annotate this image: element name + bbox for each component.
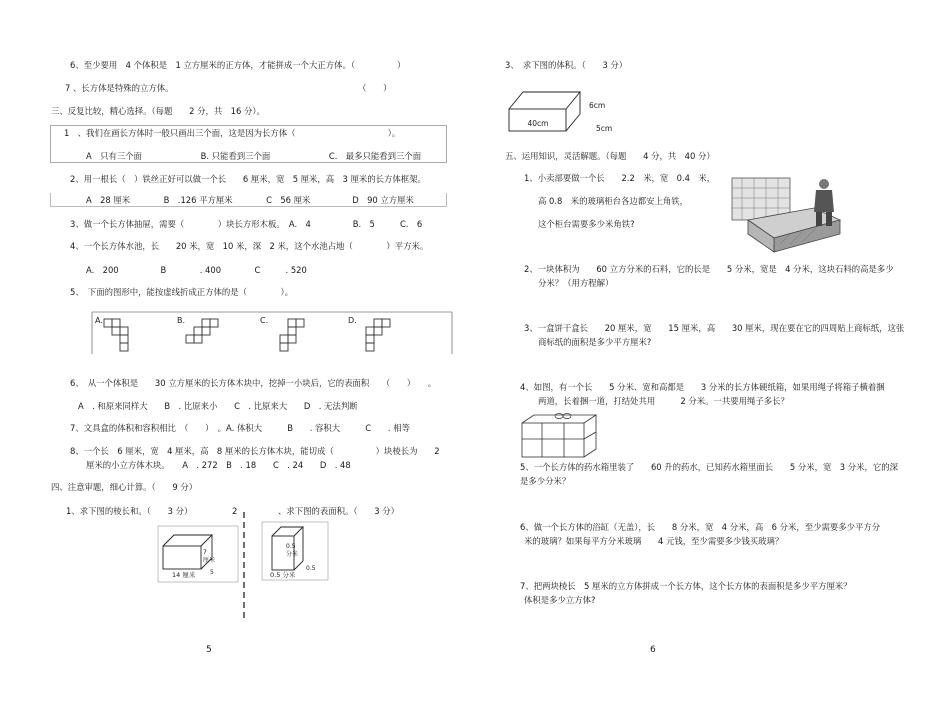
net-c <box>280 319 304 351</box>
net-a <box>104 319 128 351</box>
choice-2-question: 2、用一根长（ ）铁丝正好可以做一个长 6 厘米，宽 5 厘米，高 3 厘米的长方体框架。 <box>70 174 426 184</box>
app-5-line1: 5、一个长方体的药水箱里装了 60 升的药水，已知药水箱里面长 5 分米，宽 3 分米，它的深 <box>520 462 899 472</box>
choice-4-question: 4、一个长方体水池，长 20 米，宽 10 米，深 2 米，这个水池占地（ ）平方米。 <box>70 241 429 251</box>
app-6-line2: 米的玻璃？如果每平方分米玻璃 4 元钱，至少需要多少钱买玻璃？ <box>524 536 784 546</box>
choice-1-question: 1 、我们在画长方体时一般只画出三个面，这是因为长方体（ ）。 <box>64 128 401 138</box>
fig3-width: 5cm <box>596 124 613 133</box>
choice-3-question: 3、做一个长方体抽屉，需要（ ）块长方形木板。 A. 4 B. 5 C. 6 <box>70 219 423 229</box>
section-4-heading: 四、注意审题，细心计算。（ 9 分） <box>51 482 198 492</box>
net-d-label: D. <box>348 316 357 325</box>
app-4-line1: 4、如图，有一个长 5 分米、宽和高都是 3 分米的长方体硬纸箱，如果用绳子将箱子横着捆 <box>520 382 885 392</box>
tied-box-illustration <box>520 411 610 459</box>
fig1-height-unit: 厘米 <box>203 557 216 564</box>
app-3-line2: 商标纸的面积是多少平方厘米? <box>538 337 652 347</box>
app-2-line1: 2、一块体积为 60 立方分米的石料，它的长是 5 分米，宽是 4 分米，这块石料的高是多少 <box>524 264 894 274</box>
app-1-line1: 1、小卖部要做一个长 2.2 米，宽 0.4 米， <box>524 173 716 183</box>
q7-paren: （ ） <box>358 83 392 93</box>
app-3-line1: 3、一盒饼干盒长 20 厘米，宽 15 厘米，高 30 厘米，现在要在它的四周贴上商标纸，这张 <box>524 323 905 333</box>
sub-2-question: 、求下图的表面积。（ 3 分） <box>278 506 400 516</box>
q7-text: 7 、长方体是特殊的立方体。 <box>65 83 174 93</box>
q6-text: 6、至少要用 4 个体积是 1 立方厘米的正方体，才能拼成一个大正方体。（ ） <box>70 60 406 70</box>
shop-counter-illustration <box>730 172 850 252</box>
net-c-label: C. <box>260 316 269 325</box>
cuboid-figure-3 <box>506 88 616 140</box>
choice-8-question-line1: 8、一个长 6 厘米，宽 4 厘米，高 8 厘米的长方体木块，能切成（ ）块棱长为 2 <box>70 446 440 456</box>
net-b-label: B. <box>177 316 186 325</box>
page-number-6: 6 <box>650 645 656 655</box>
app-7-line1: 7、把两块棱长 5 厘米的立方体拼成一个长方体，这个长方体的表面积是多少平方厘米？ <box>520 581 852 591</box>
net-a-label: A. <box>95 316 103 325</box>
choice-6-options: A . 和原来同样大 B . 比原来小 C . 比原来大 D . 无法判断 <box>78 401 358 411</box>
app-7-line2: 体积是多少立方体? <box>524 595 596 605</box>
sub-1-question: 1、求下图的棱长和。（ 3 分） <box>66 506 193 516</box>
right-q3-text: 3、 求下图的体积。（ 3 分） <box>505 60 628 70</box>
app-1-line2: 高 0.8 米的玻璃柜台各边都安上角铁， <box>538 196 688 206</box>
choice-4-options: A. 200 B . 400 C . 520 <box>86 265 307 275</box>
choice-8-question-line2: 厘米的小立方体木块。 A . 272 B . 18 C . 24 D . 48 <box>86 460 351 470</box>
section-3-heading: 三、反复比较，精心选择。（每题 2 分，共 16 分）。 <box>51 106 265 116</box>
fig1-width: 5 <box>210 569 214 576</box>
app-5-line2: 是多少分米？ <box>520 476 571 486</box>
choice-6-question: 6、 从一个体积是 30 立方厘米的长方体木块中，挖掉一小块后，它的表面积 （ ） 。 <box>70 378 437 388</box>
choice-5-question: 5、 下面的图形中，能按虚线折成正方体的是（ ）。 <box>70 287 294 297</box>
page-number-5: 5 <box>206 645 212 655</box>
fig2-height-unit: 分米 <box>286 551 299 558</box>
fig2-height: 0.5 <box>286 543 296 550</box>
fig2-width: 0.5 <box>306 565 316 572</box>
fig2-length: 0.5 分米 <box>270 571 296 579</box>
cuboid-figure-1 <box>158 526 248 586</box>
app-6-line1: 6、做一个长方体的浴缸（无盖），长 8 分米，宽 4 分米，高 6 分米，至少需要多少平方分 <box>520 522 881 532</box>
section-5-heading: 五、运用知识，灵活解题。（每题 4 分，共 40 分） <box>505 151 715 161</box>
app-2-line2: 分米？（用方程解） <box>538 278 614 288</box>
app-1-line3: 这个柜台需要多少米角铁? <box>538 219 635 229</box>
fig1-height: 7 <box>203 549 207 556</box>
cube-nets-figure <box>92 312 452 354</box>
app-4-line2: 两道，长着捆一道，打结处共用 2 分米。一共要用绳子多长？ <box>538 396 789 406</box>
choice-1-options: A 只有三个面 B. 只能看到三个面 C. 最多只能看到三个面 <box>86 151 422 161</box>
fig1-length: 14 厘米 <box>172 571 196 579</box>
sub-2-number: 2 <box>232 506 238 516</box>
choice-7-question: 7、文具盒的体积和容积相比 （ ） 。A. 体积大 B . 容积大 C . 相等 <box>70 423 410 433</box>
net-b <box>186 319 218 343</box>
cuboid-figure-2 <box>262 522 332 582</box>
fig3-length: 40cm <box>527 119 549 128</box>
fig3-height: 6cm <box>589 101 606 110</box>
net-d <box>366 319 390 351</box>
choice-2-options: A 28 厘米 B .126 平方厘米 C 56 厘米 D 90 立方厘米 <box>86 195 414 205</box>
